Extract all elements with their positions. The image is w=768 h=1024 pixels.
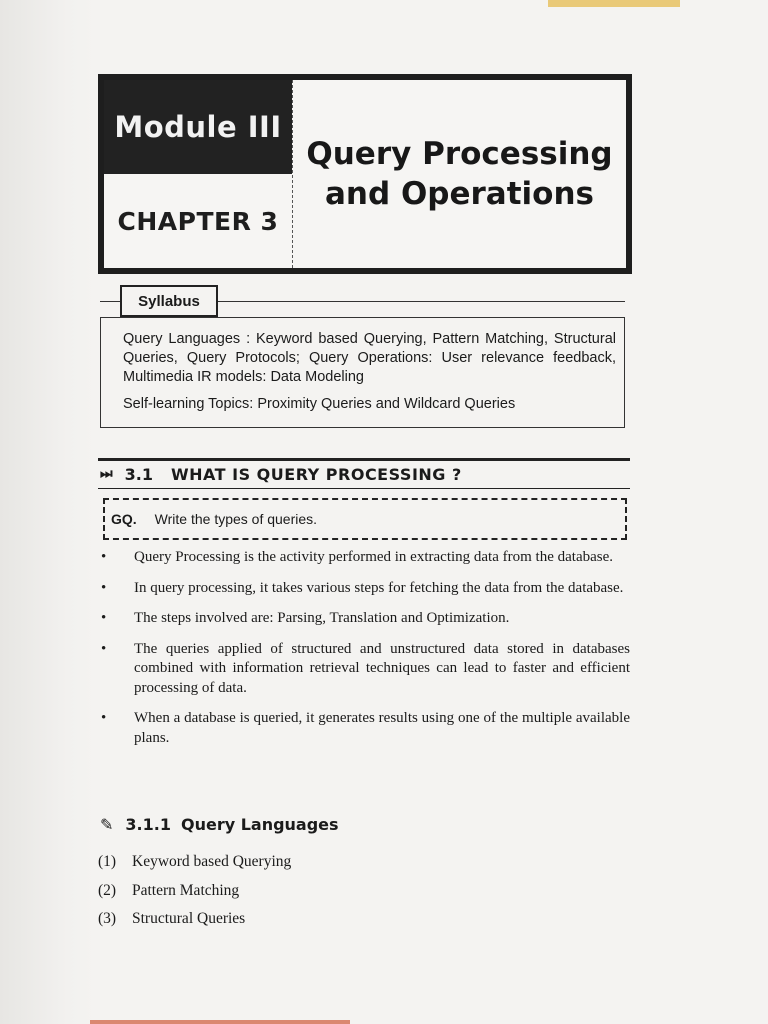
numbered-list	[98, 852, 291, 938]
bullet-icon: •	[101, 610, 107, 626]
syllabus-tab	[120, 285, 218, 317]
bullet-text: The steps involved are: Parsing, Translation and Optimization.	[134, 610, 510, 626]
syllabus-self-learning: Self-learning Topics: Proximity Queries and Wildcard Queries	[123, 396, 516, 412]
bullet-text: In query processing, it takes various steps for fetching the data from the database.	[134, 579, 624, 596]
page-gutter	[0, 0, 96, 1024]
gq-box	[103, 498, 627, 540]
bullet-text: Query Processing is the activity performed in extracting data from the database.	[134, 549, 614, 565]
section-heading	[100, 461, 628, 487]
list-item	[98, 548, 630, 568]
syllabus-content: Query Languages : Keyword based Querying, Pattern Matching, Structural Queries, Query Protocols; Query Operations: User relevance feedback, Multimedia IR models: Data Modeling	[123, 331, 616, 385]
syllabus-box	[100, 317, 625, 428]
list-item	[98, 881, 291, 901]
item-text: Pattern Matching	[132, 881, 240, 899]
bullet-icon: •	[101, 710, 107, 726]
item-text: Keyword based Querying	[132, 853, 292, 870]
page-edge-stain	[548, 0, 680, 7]
fast-forward-icon: ⏭	[100, 466, 111, 482]
chapter-title	[293, 80, 626, 268]
chapter-header-box	[98, 74, 632, 274]
chapter-label: CHAPTER 3	[117, 206, 279, 236]
syllabus-label: Syllabus	[138, 292, 200, 310]
section-rule-bottom	[98, 488, 630, 489]
subsection-heading	[100, 815, 339, 834]
module-label: Module III	[114, 110, 282, 144]
section-title: WHAT IS QUERY PROCESSING ?	[170, 464, 462, 484]
chapter-cell	[104, 174, 292, 268]
bullet-icon: •	[101, 549, 107, 565]
item-number: (3)	[98, 910, 117, 927]
list-item	[98, 852, 291, 872]
subsection-number: 3.1.1	[125, 815, 171, 834]
module-cell	[104, 80, 292, 174]
subsection-title: Query Languages	[180, 815, 339, 834]
bullet-text: When a database is queried, it generates results using one of the multiple available plans.	[134, 710, 630, 746]
chapter-title-line-1: Query Processing	[306, 136, 613, 172]
list-item	[98, 579, 630, 599]
syllabus-rule-right	[218, 301, 625, 302]
list-item	[98, 709, 630, 748]
section-number: 3.1	[124, 464, 153, 484]
page-edge-strip	[90, 1020, 350, 1024]
item-number: (2)	[98, 881, 117, 899]
chapter-title-line-2: and Operations	[324, 176, 594, 212]
item-text: Structural Queries	[132, 910, 246, 927]
bullet-icon: •	[101, 640, 107, 657]
list-item	[98, 909, 291, 929]
list-item	[98, 640, 630, 699]
bullet-icon: •	[101, 579, 107, 596]
gq-question: Write the types of queries.	[154, 511, 318, 527]
list-item	[98, 609, 630, 629]
gq-tag: GQ.	[111, 511, 137, 527]
syllabus-rule-left	[100, 301, 120, 302]
bullet-list	[98, 548, 630, 759]
bullet-text: The queries applied of structured and unstructured data stored in databases combined with information retrieval techniques can lead to faster and efficient processing of data.	[134, 640, 630, 696]
pencil-icon: ✎	[100, 815, 114, 834]
item-number: (1)	[98, 853, 117, 870]
